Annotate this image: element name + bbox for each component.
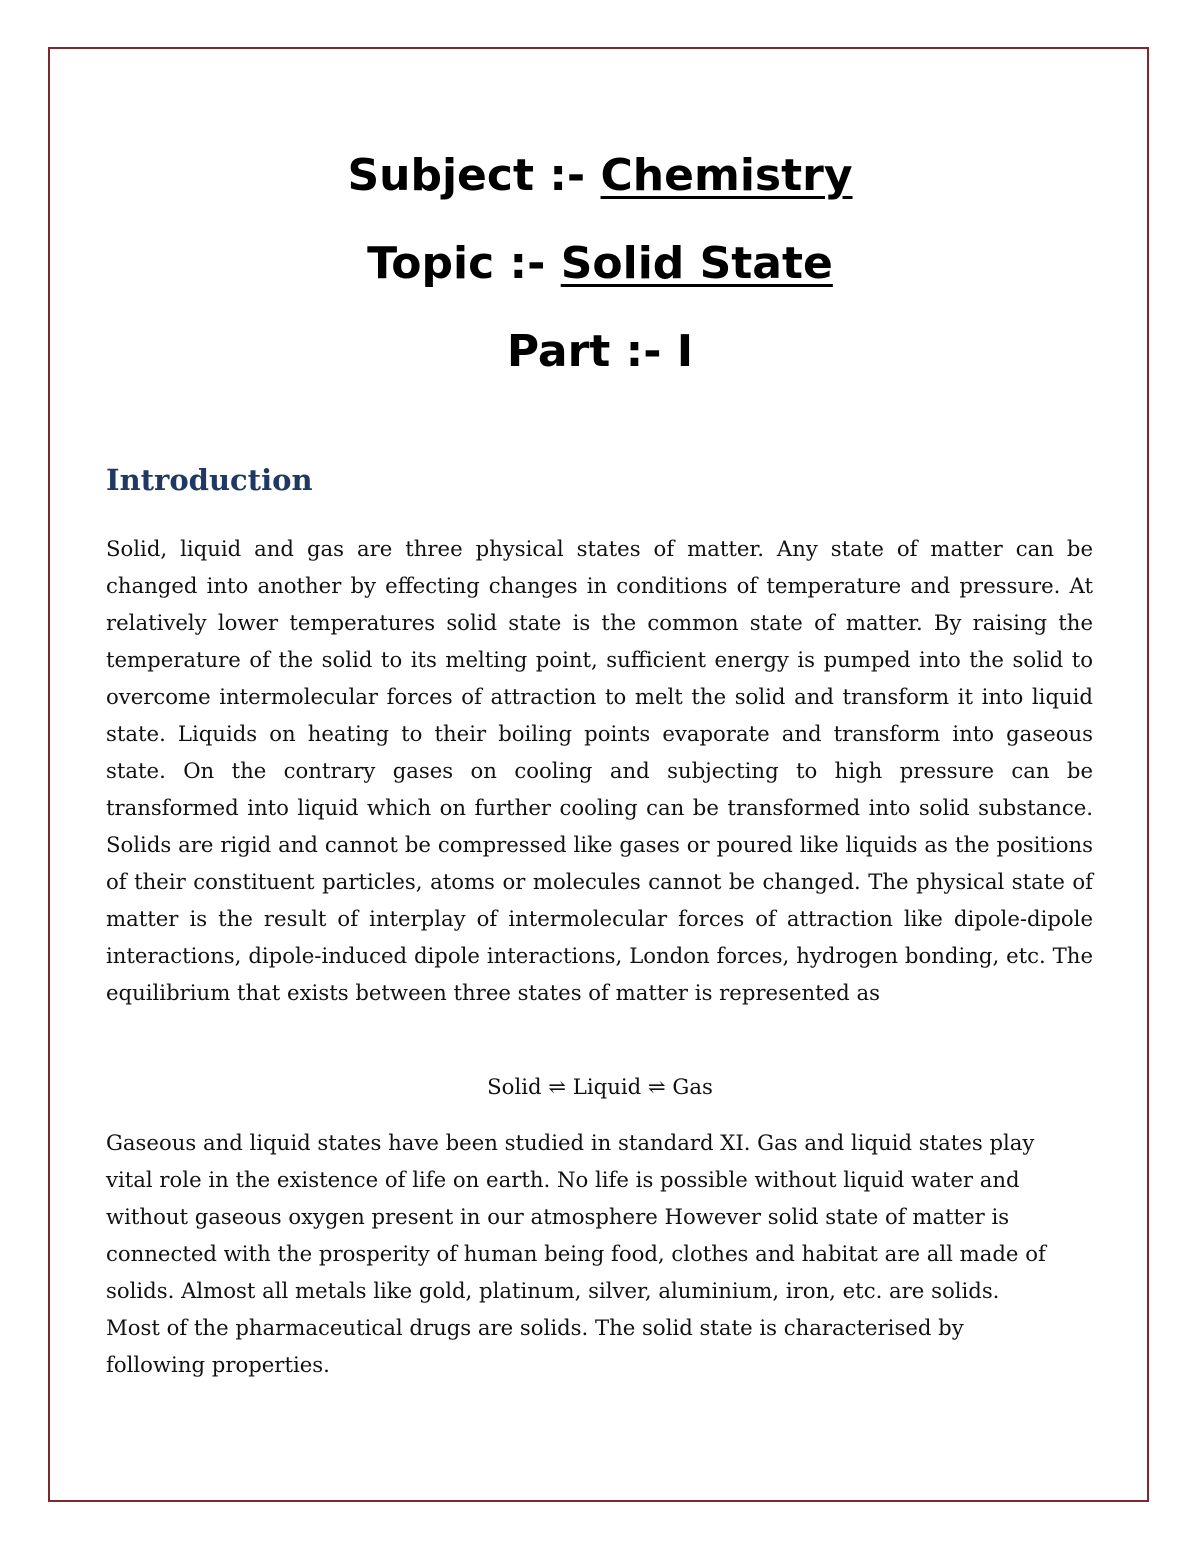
part-value: I bbox=[676, 326, 694, 377]
topic-label: Topic :- bbox=[367, 238, 561, 289]
introduction-heading: Introduction bbox=[106, 463, 313, 497]
subject-label: Subject :- bbox=[347, 150, 601, 201]
topic-title bbox=[0, 238, 1200, 289]
part-title bbox=[0, 326, 1200, 377]
subject-value: Chemistry bbox=[600, 150, 853, 201]
part-label: Part :- bbox=[506, 326, 677, 377]
topic-value: Solid State bbox=[560, 238, 833, 289]
introduction-paragraph-2: Gaseous and liquid states have been studied in standard XI. Gas and liquid states play vital role in the existence of life on earth. No life is possible without liquid water and without gaseous oxygen present in our atmosphere However solid state of matter is connected with the prosperity of human being food, clothes and habitat are all made of solids. Almost all metals like gold, platinum, silver, aluminium, iron, etc. are solids. Most of the pharmaceutical drugs are solids. The solid state is characterised by following properties. bbox=[106, 1130, 1046, 1377]
introduction-paragraph-1: Solid, liquid and gas are three physical states of matter. Any state of matter can be changed into another by effecting changes in conditions of temperature and pressure. At relatively lower temperatures solid state is the common state of matter. By raising the temperature of the solid to its melting point, sufficient energy is pumped into the solid to overcome intermolecular forces of attraction to melt the solid and transform it into liquid state. Liquids on heating to their boiling points evaporate and transform into gaseous state. On the contrary gases on cooling and subjecting to high pressure can be transformed into liquid which on further cooling can be transformed into solid substance. Solids are rigid and cannot be compressed like gases or poured like liquids as the positions of their constituent particles, atoms or molecules cannot be changed. The physical state of matter is the result of interplay of intermolecular forces of attraction like dipole-dipole interactions, dipole-induced dipole interactions, London forces, hydrogen bonding, etc. The equilibrium that exists between three states of matter is represented as bbox=[106, 536, 1093, 1005]
subject-title bbox=[0, 150, 1200, 201]
states-equilibrium-equation: Solid ⇌ Liquid ⇌ Gas bbox=[487, 1074, 713, 1099]
